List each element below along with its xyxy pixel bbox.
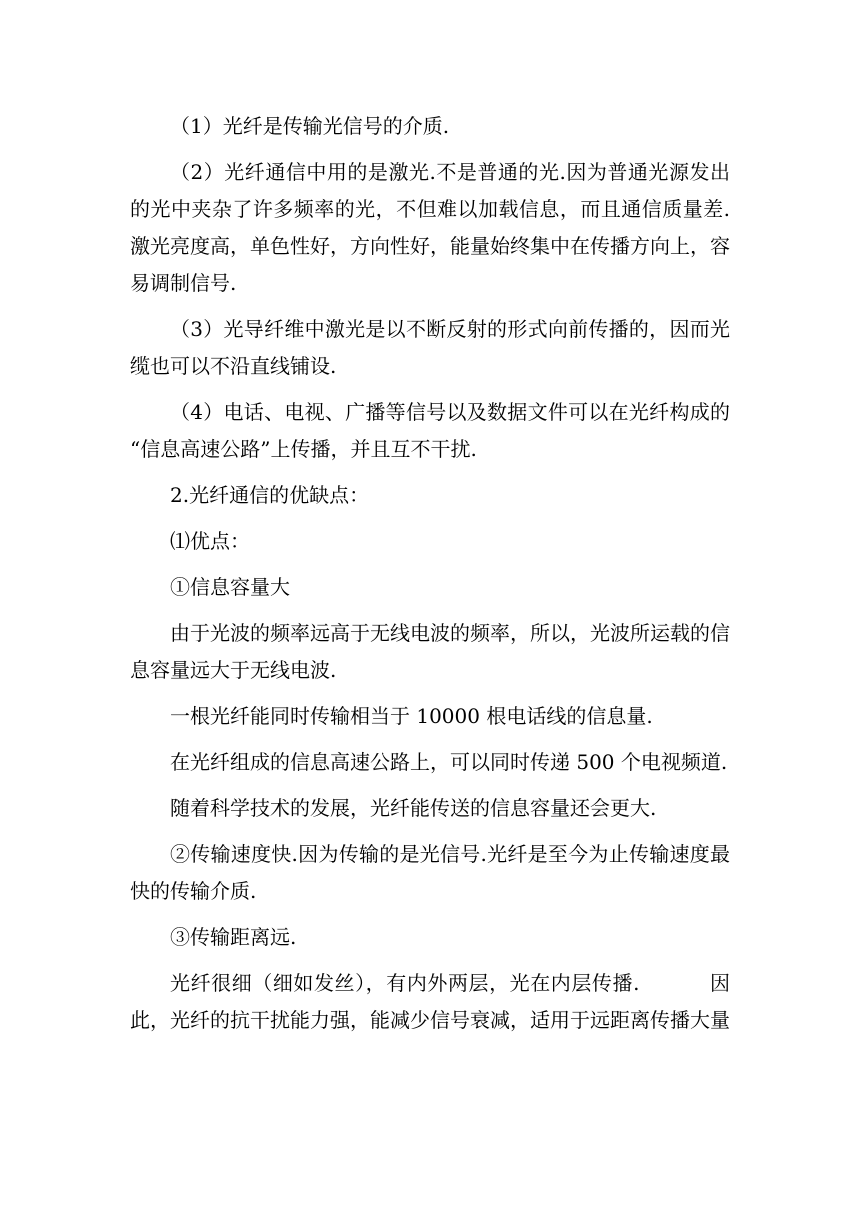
paragraph-phone-lines: 一根光纤能同时传输相当于 10000 根电话线的信息量. <box>170 704 653 728</box>
subheading-advantages: ⑴优点： <box>170 529 250 553</box>
paragraph-fiber-structure-part1: 光纤很细（细如发丝），有内外两层，光在内层传播. <box>170 971 640 995</box>
paragraph-information-highway: （4）电话、电视、广播等信号以及数据文件可以在光纤构成的“信息高速公路”上传播，并且互不干扰. <box>130 400 730 461</box>
paragraph-laser-communication: （2）光纤通信中用的是激光.不是普通的光.因为普通光源发出的光中夹杂了许多频率的光，不但难以加载信息，而且通信质量差.激光亮度高，单色性好，方向性好，能量始终集中在传播方向上，容易调制信号. <box>130 160 730 295</box>
item-long-distance: ③传输距离远. <box>170 925 297 949</box>
document-body <box>130 108 730 1048</box>
paragraph-tv-channels: 在光纤组成的信息高速公路上，可以同时传递 500 个电视频道. <box>170 750 728 774</box>
item-fast-transmission: ②传输速度快.因为传输的是光信号.光纤是至今为止传输速度最快的传输介质. <box>130 842 730 903</box>
paragraph-fiber-structure-part2: 因此，光纤的抗干扰能力强，能减少信号衰减，适用于远距离传播大量 <box>130 971 731 1032</box>
paragraph-fiber-medium: （1）光纤是传输光信号的介质. <box>170 114 450 138</box>
paragraph-future-capacity: 随着科学技术的发展，光纤能传送的信息容量还会更大. <box>170 796 657 820</box>
paragraph-frequency-capacity: 由于光波的频率远高于无线电波的频率，所以，光波所运载的信息容量远大于无线电波. <box>130 621 730 682</box>
section-heading-pros-cons: 2.光纤通信的优缺点： <box>170 483 370 507</box>
paragraph-fiber-structure <box>130 965 730 1039</box>
paragraph-reflection-propagation: （3）光导纤维中激光是以不断反射的形式向前传播的，因而光缆也可以不沿直线铺设. <box>130 317 730 378</box>
item-large-capacity: ①信息容量大 <box>170 575 290 599</box>
